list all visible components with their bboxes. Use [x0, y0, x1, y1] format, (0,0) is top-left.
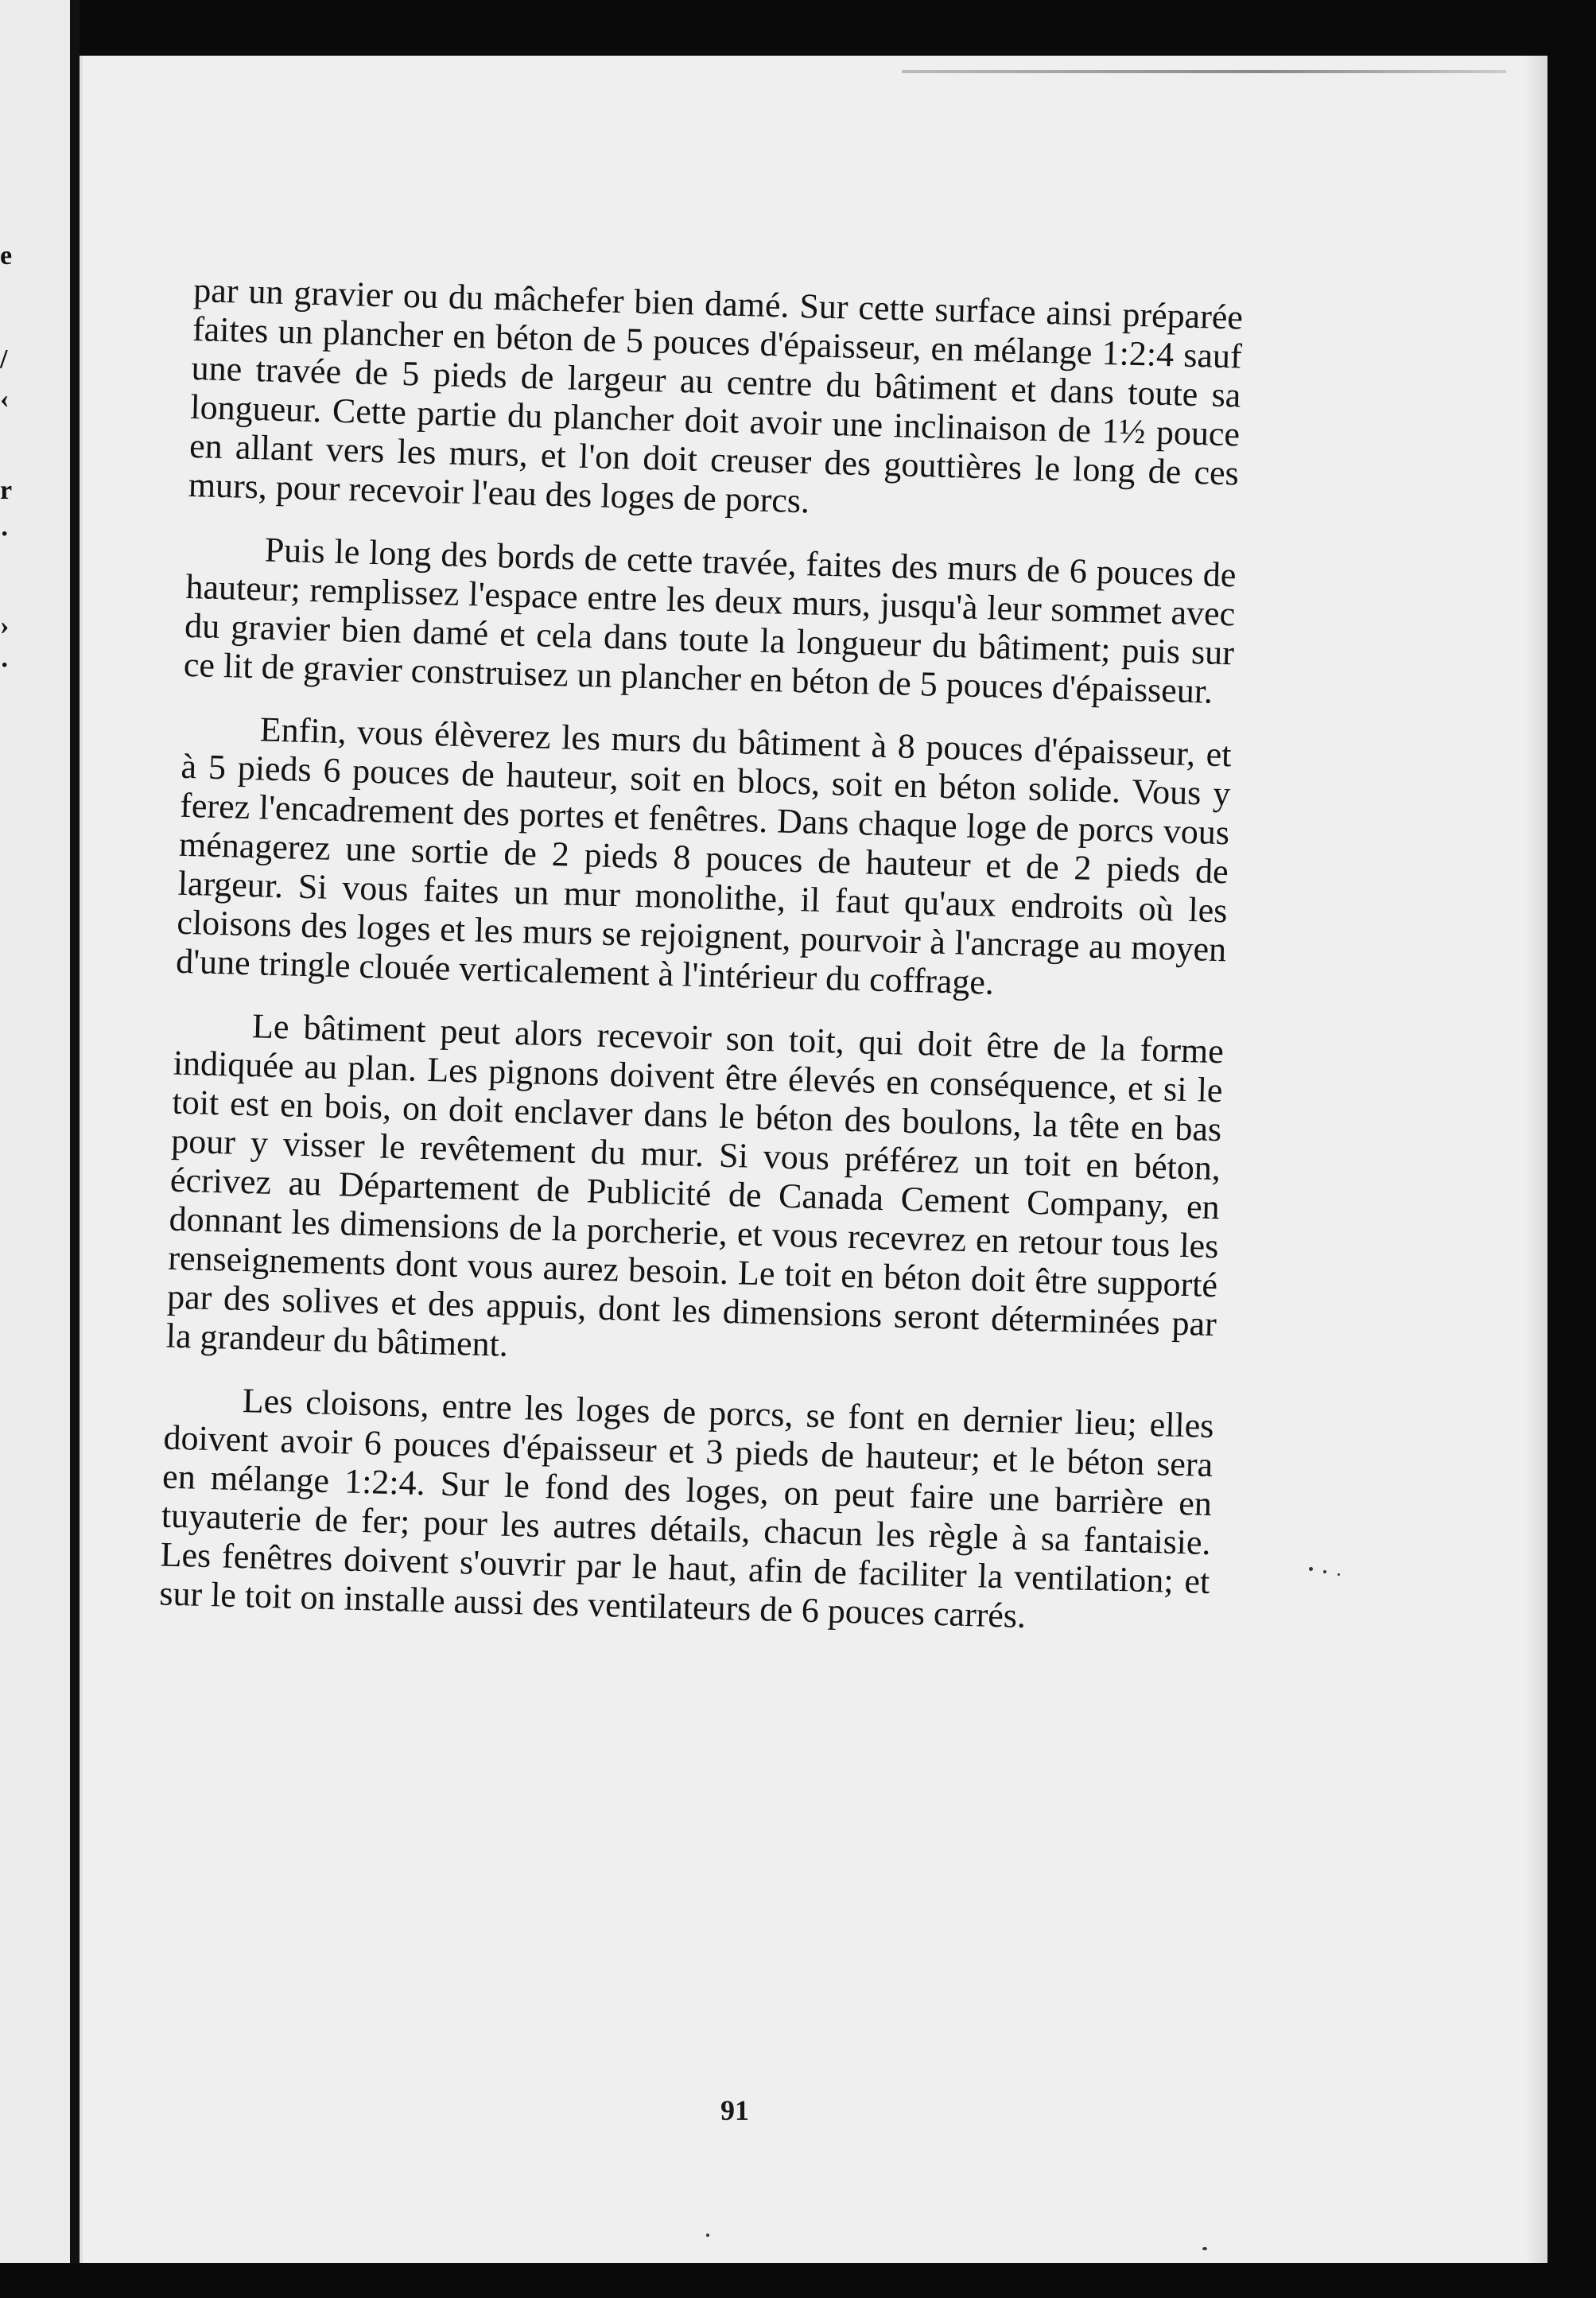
scan-speck	[706, 2234, 709, 2237]
page-number: 91	[720, 2094, 749, 2126]
margin-fragment: e	[0, 241, 13, 270]
paragraph-3: Enfin, vous élèverez les murs du bâtiment à 8 pouces d'épaisseur, et à 5 pieds 6 pouces de hauteur, soit en blocs, soit en béton solide. Vous y ferez l'encadrement des portes et fenêtres. Dans chaque loge de porcs vous ménagerez une sortie de 2 pieds 8 pouces de hauteur et de 2 pieds de largeur. Si vous faites un mur monolithe, il faut qu'aux endroits où les cloisons des loges et les murs se rejoignent, pourvoir à l'ancrage au moyen d'une tringle clouée verticalement à l'intérieur du coffrage.	[175, 710, 1233, 1002]
book-gutter	[70, 0, 80, 2298]
body-text	[158, 270, 1244, 1664]
margin-fragment: r	[0, 476, 13, 505]
page-edge-shading	[1525, 56, 1547, 2263]
margin-fragment: ›	[0, 611, 10, 640]
adjacent-page-strip	[0, 0, 80, 2298]
margin-fragment: ·	[0, 519, 10, 549]
paragraph-1: par un gravier ou du mâchefer bien damé. Sur cette surface ainsi préparée faites un plancher en béton de 5 pouces d'épaisseur, en mélange 1:2:4 sauf une travée de 5 pieds de largeur au centre du bâtiment et dans toute sa longueur. Cette partie du plancher doit avoir une inclinaison de 1½ pouce en allant vers les murs, et l'on doit creuser des gouttières le long de ces murs, pour recevoir l'eau des loges de porcs.	[188, 270, 1244, 521]
scan-speck	[1338, 1573, 1340, 1576]
scan-speck	[1323, 1570, 1326, 1573]
paragraph-4: Le bâtiment peut alors recevoir son toit, qui doit être de la forme indiquée au plan. Les pignons doivent être élevés en conséquence, et si le toit est en bois, on doit enclaver dans le béton des boulons, la tête en bas pour y visser le revêtement du mur. Si vous préférez un toit en béton, écrivez au Département de Publicité de Canada Cement Company, en donnant les dimensions de la porcherie, et vous recevrez en retour tous les renseignements dont vous aurez besoin. Le toit en béton doit être supporté par des solives et des appuis, dont les dimensions seront déterminées par la grandeur du bâtiment.	[165, 1006, 1225, 1364]
margin-fragment: ·	[0, 651, 10, 680]
paragraph-2: Puis le long des bords de cette travée, faites des murs de 6 pouces de hauteur; remplissez l'espace entre les deux murs, jusqu'à leur sommet avec du gravier bien damé et cela dans toute la longueur du bâtiment; puis sur ce lit de gravier construisez un plancher en béton de 5 pouces d'épaisseur.	[183, 530, 1237, 711]
top-edge-shadow	[902, 70, 1506, 73]
scan-bottom-border	[0, 2263, 1596, 2298]
margin-fragment: ‹	[0, 384, 10, 414]
scan-speck	[1309, 1567, 1313, 1571]
scan-speck	[1202, 2247, 1207, 2250]
document-page	[80, 56, 1547, 2263]
paragraph-5: Les cloisons, entre les loges de porcs, se font en dernier lieu; elles doivent avoir 6 pouces d'épaisseur et 3 pieds de hauteur; et le béton sera en mélange 1:2:4. Sur le fond des loges, on peut faire une barrière en tuyauterie de fer; pour les autres détails, chacun les règle à sa fantaisie. Les fenêtres doivent s'ouvrir par le haut, afin de faciliter la ventilation; et sur le toit on installe aussi des ventilateurs de 6 pouces carrés.	[158, 1381, 1215, 1635]
margin-fragment: /	[0, 344, 8, 374]
